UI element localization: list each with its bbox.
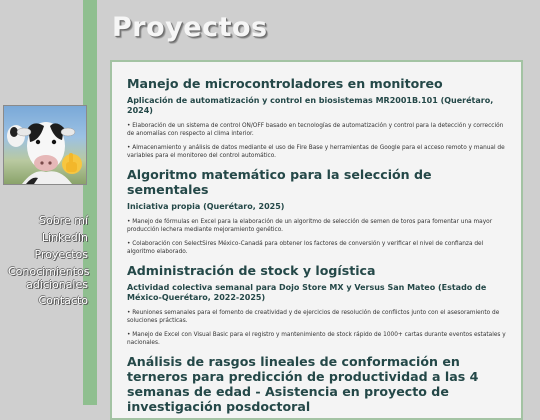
project-card bbox=[127, 263, 507, 347]
project-card bbox=[127, 167, 507, 256]
project-title: Análisis de rasgos lineales de conformación en terneros para predicción de productividad a las 4 semanas de edad - Asistencia en proyecto de investigación posdoctoral bbox=[127, 354, 479, 414]
project-subtitle: Iniciativa propia (Querétaro, 2025) bbox=[127, 202, 285, 211]
project-card bbox=[127, 76, 507, 160]
main-nav bbox=[8, 214, 88, 311]
cow-thumbs-up-icon bbox=[4, 106, 86, 184]
project-bullet: • Colaboración con SelectSires México-Canadá para obtener los factores de conversión y verificar el nivel de confianza del algoritmo elaborado. bbox=[127, 241, 484, 255]
project-title: Administración de stock y logística bbox=[127, 263, 376, 278]
nav-link-about[interactable]: Sobre mí bbox=[38, 214, 88, 227]
project-title: Manejo de microcontroladores en monitoreo bbox=[127, 76, 443, 91]
project-card bbox=[127, 354, 507, 414]
project-bullet: • Reuniones semanales para el fomento de creatividad y de ejercicios de resolución de conflictos junto con el asesoramiento de soluciones prácticas. bbox=[127, 310, 500, 324]
project-subtitle: Actividad colectiva semanal para Dojo Store MX y Versus San Mateo (Estado de México-Querétaro, 2022-2025) bbox=[127, 283, 487, 302]
project-bullet: • Almacenamiento y análisis de datos mediante el uso de Fire Base y herramientas de Google para el acceso remoto y manual de variables para el monitoreo del control automático. bbox=[127, 145, 505, 159]
project-title: Algoritmo matemático para la selección de sementales bbox=[127, 167, 432, 197]
projects-panel bbox=[110, 60, 523, 420]
nav-link-projects[interactable]: Proyectos bbox=[34, 248, 88, 261]
project-bullet: • Manejo de fórmulas en Excel para la elaboración de un algoritmo de selección de semen de toros para fomentar una mayor producción lechera mediante mejoramiento genético. bbox=[127, 219, 493, 233]
profile-photo bbox=[3, 105, 87, 185]
sidebar-stripe bbox=[83, 0, 97, 405]
project-subtitle: Aplicación de automatización y control en biosistemas MR2001B.101 (Querétaro, 2024) bbox=[127, 96, 494, 115]
project-bullet: • Manejo de Excel con Visual Basic para el registro y mantenimiento de stock rápido de 1000+ cartas durante eventos estatales y nacionales. bbox=[127, 332, 506, 346]
nav-link-linkedin[interactable]: LinkedIn bbox=[41, 231, 88, 244]
nav-link-contact[interactable]: Contacto bbox=[38, 294, 88, 307]
page-title: Proyectos bbox=[112, 12, 268, 43]
nav-link-additional-knowledge[interactable]: Conocimientos adicionales bbox=[8, 265, 90, 291]
project-bullet: • Elaboración de un sistema de control ON/OFF basado en tecnologías de automatización y control para la detección y corrección de anomalías con respecto al clima interior. bbox=[127, 123, 504, 137]
